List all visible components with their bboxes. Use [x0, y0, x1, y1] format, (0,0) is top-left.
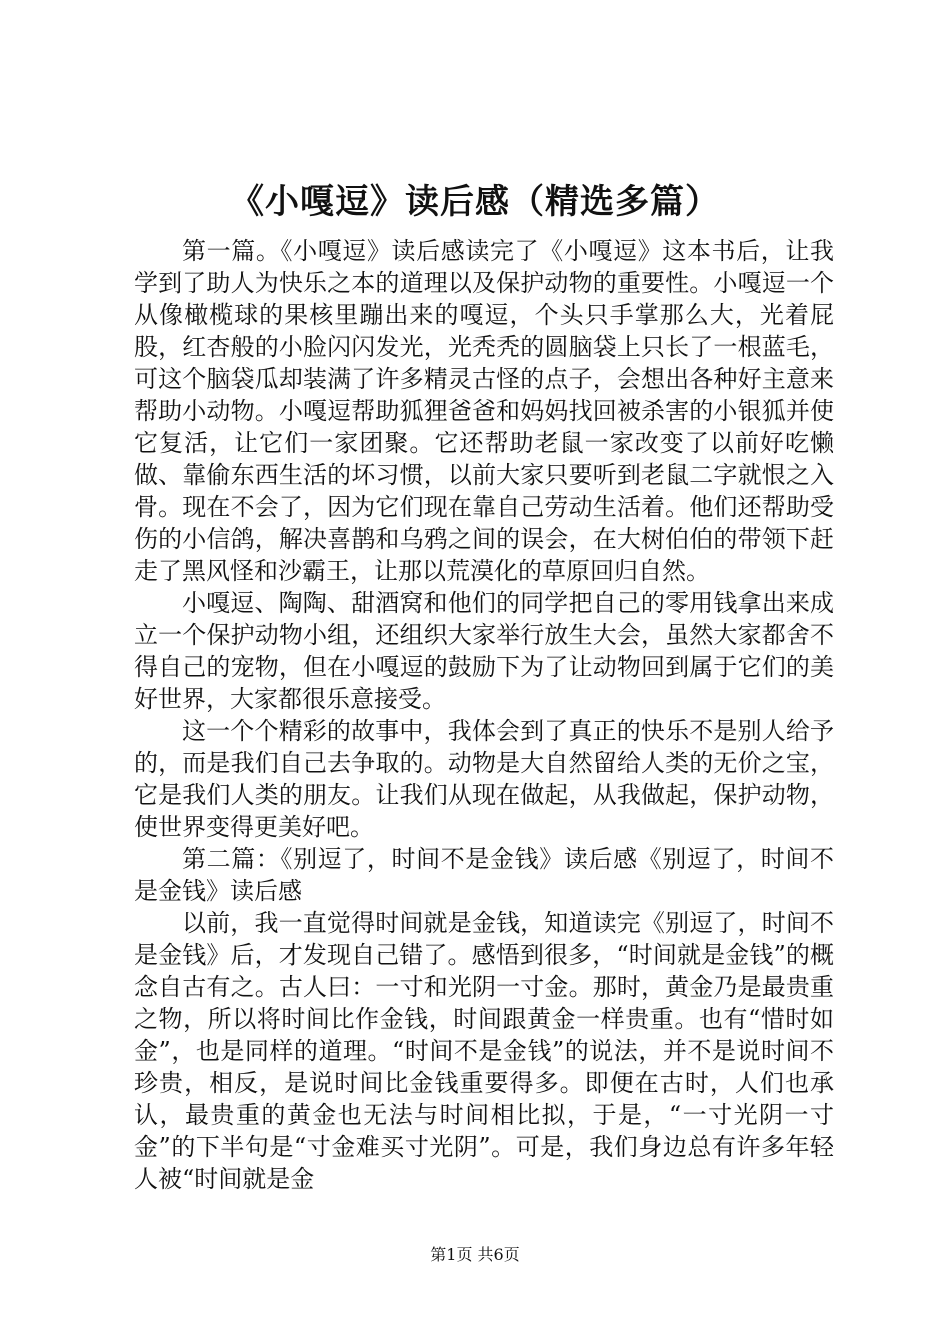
page-number-footer: 第1页 共6页	[430, 1245, 520, 1264]
article-body	[134, 235, 834, 1195]
paragraph: 第一篇。《小嘎逗》读后感读完了《小嘎逗》这本书后，让我学到了助人为快乐之本的道理以及保护动物的重要性。小嘎逗一个从像橄榄球的果核里蹦出来的嘎逗，个头只手掌那么大，光着屁股，红杏般的小脸闪闪发光，光秃秃的圆脑袋上只长了一根蓝毛，可这个脑袋瓜却装满了许多精灵古怪的点子，会想出各种好主意来帮助小动物。小嘎逗帮助狐狸爸爸和妈妈找回被杀害的小银狐并使它复活，让它们一家团聚。它还帮助老鼠一家改变了以前好吃懒做、靠偷东西生活的坏习惯，以前大家只要听到老鼠二字就恨之入骨。现在不会了，因为它们现在靠自己劳动生活着。他们还帮助受伤的小信鸽，解决喜鹊和乌鸦之间的误会，在大树伯伯的带领下赶走了黑风怪和沙霸王，让那以荒漠化的草原回归自然。	[134, 237, 834, 585]
paragraph: 第二篇：《别逗了，时间不是金钱》读后感《别逗了，时间不是金钱》读后感	[134, 845, 834, 905]
paragraph: 以前，我一直觉得时间就是金钱，知道读完《别逗了，时间不是金钱》后，才发现自己错了。感悟到很多，“时间就是金钱”的概念自古有之。古人曰：一寸和光阴一寸金。那时，黄金乃是最贵重之物，所以将时间比作金钱，时间跟黄金一样贵重。也有“惜时如金”，也是同样的道理。“时间不是金钱”的说法，并不是说时间不珍贵，相反，是说时间比金钱重要得多。即便在古时，人们也承认，最贵重的黄金也无法与时间相比拟，于是，“一寸光阴一寸金”的下半句是“寸金难买寸光阴”。可是，我们身边总有许多年轻人被“时间就是金	[134, 909, 834, 1193]
page-title: 《小嘎逗》读后感（精选多篇）	[230, 182, 720, 222]
paragraph: 小嘎逗、陶陶、甜酒窝和他们的同学把自己的零用钱拿出来成立一个保护动物小组，还组织大家举行放生大会，虽然大家都舍不得自己的宠物，但在小嘎逗的鼓励下为了让动物回到属于它们的美好世界，大家都很乐意接受。	[134, 589, 834, 713]
paragraph: 这一个个精彩的故事中，我体会到了真正的快乐不是别人给予的，而是我们自己去争取的。动物是大自然留给人类的无价之宝，它是我们人类的朋友。让我们从现在做起，从我做起，保护动物，使世界变得更美好吧。	[134, 717, 834, 841]
